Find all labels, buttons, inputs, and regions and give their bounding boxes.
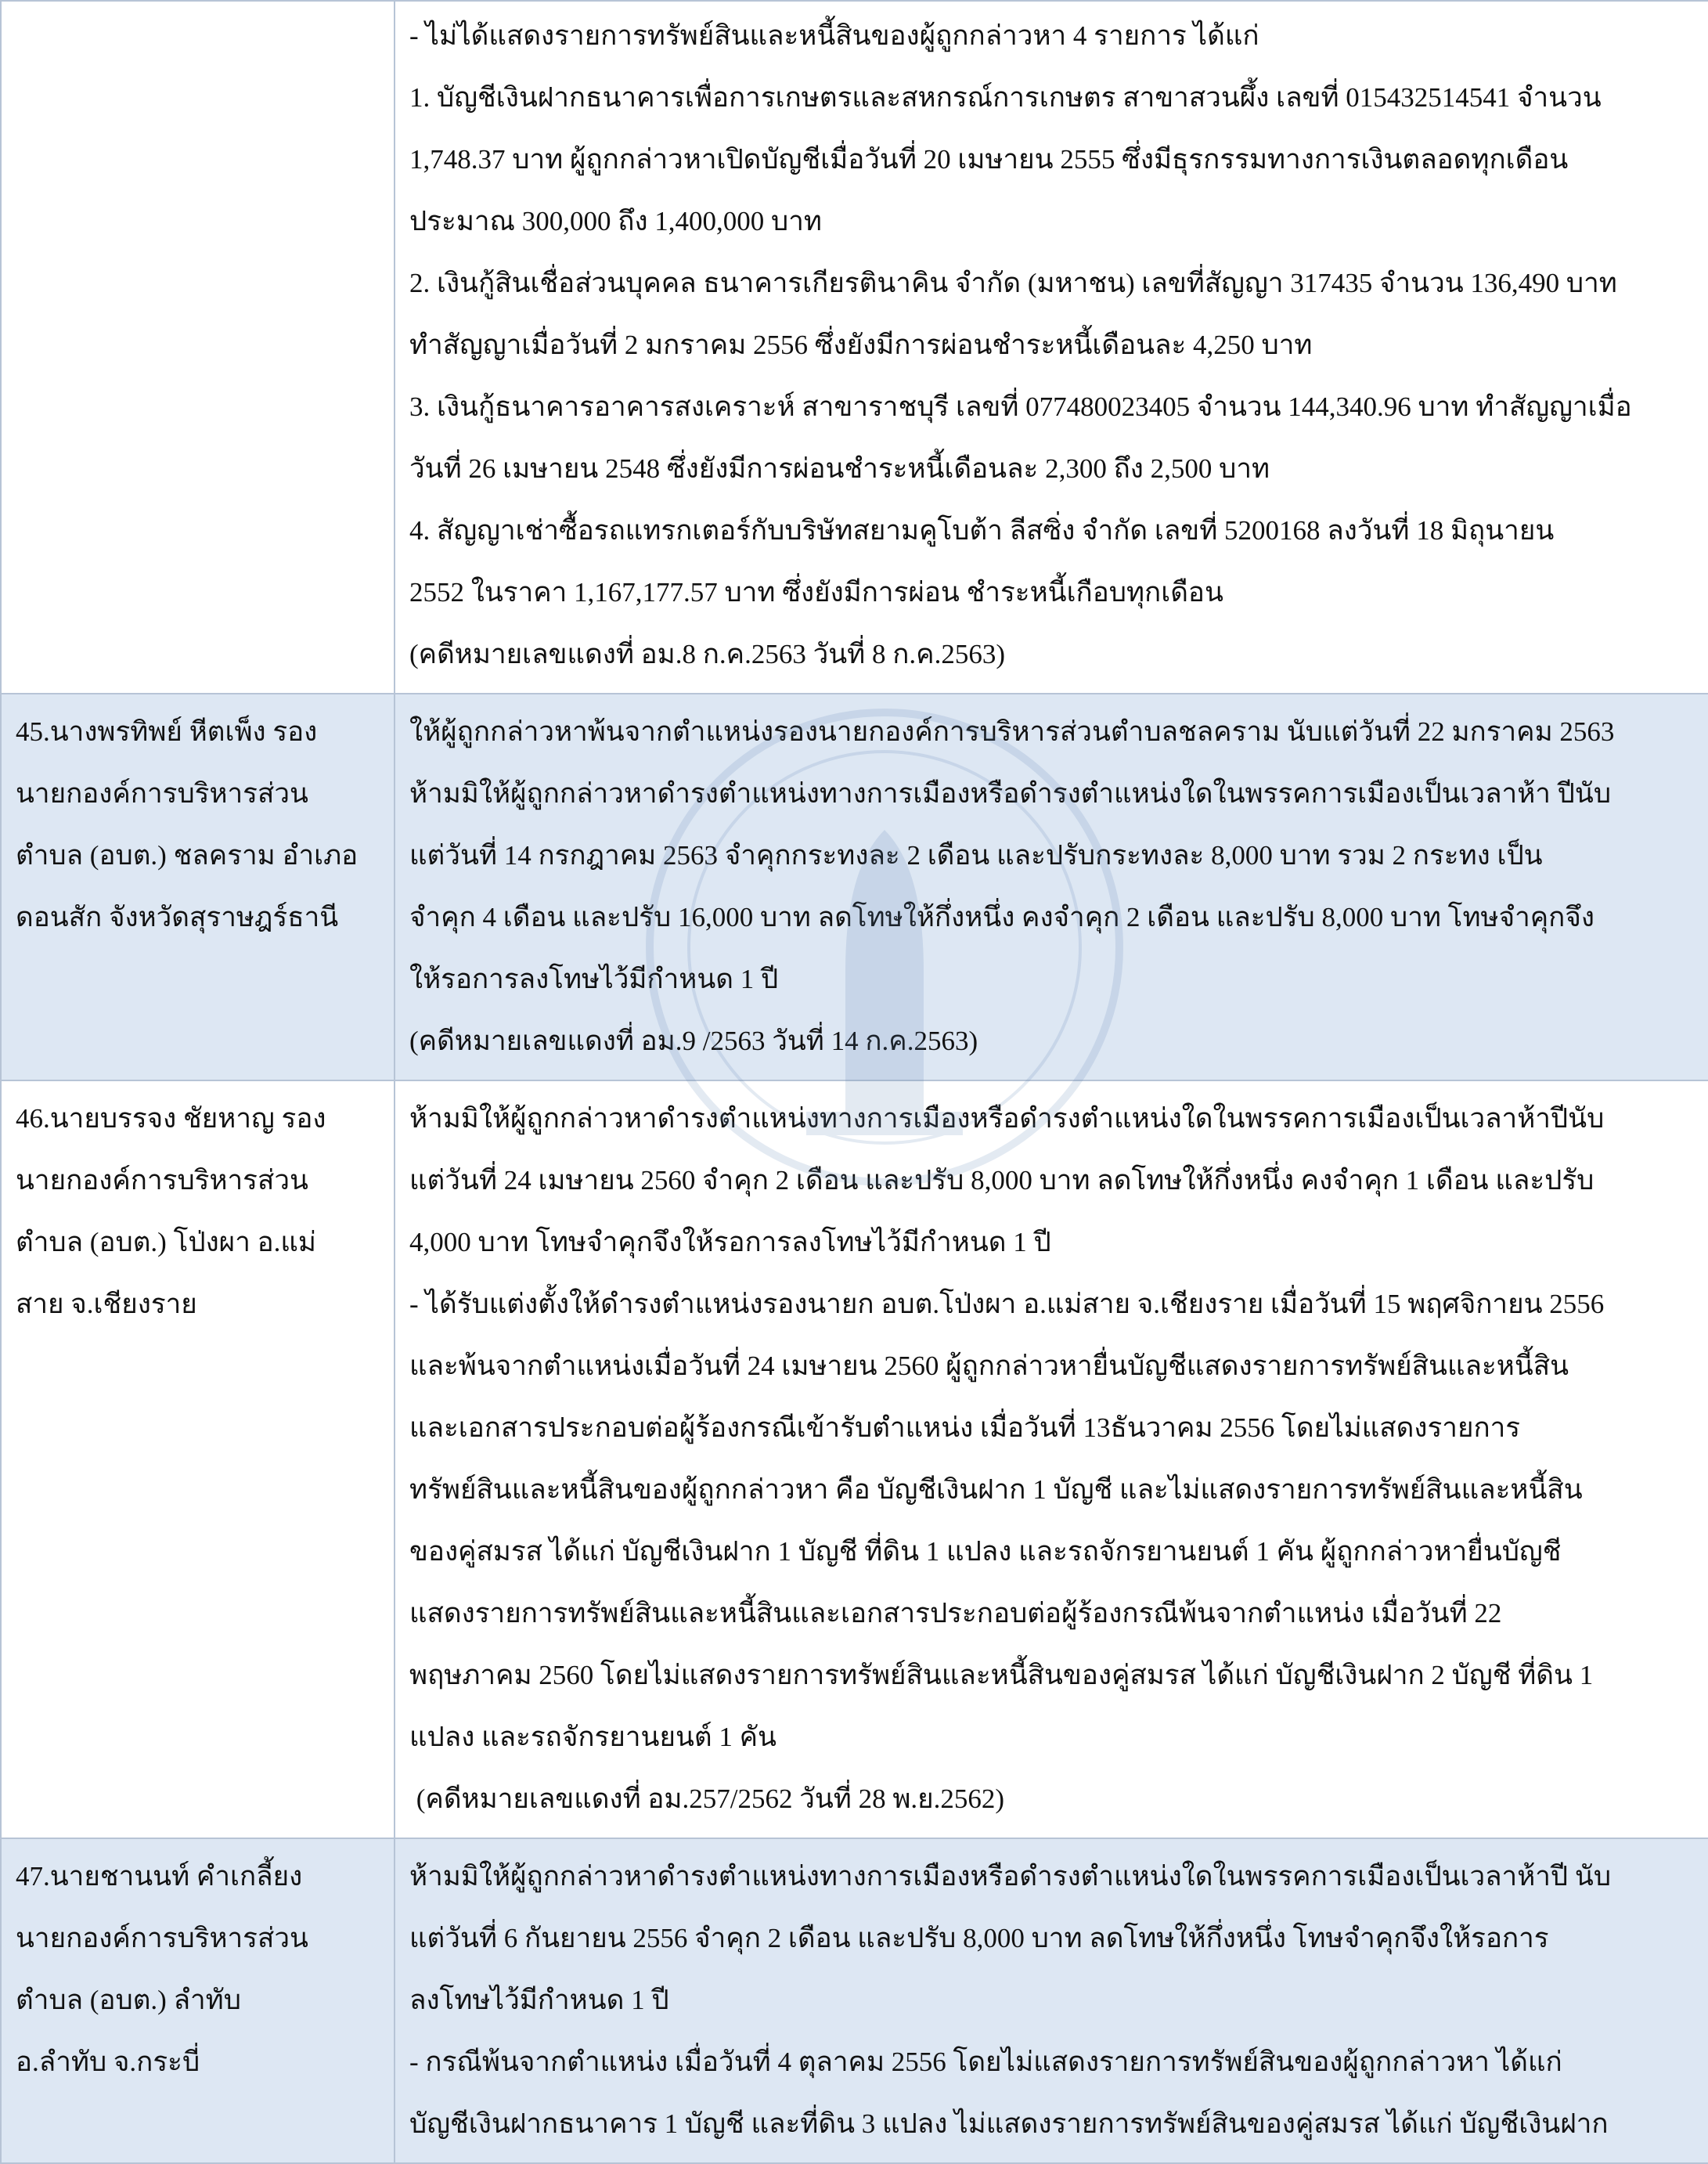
detail-cell <box>395 694 1708 1080</box>
detail-line: บัญชีเงินฝากธนาคาร 1 บัญชี และที่ดิน 3 แปลง ไม่แสดงรายการทรัพย์สินของคู่สมรส ได้แก่ บัญชีเงินฝาก <box>409 2108 1609 2139</box>
detail-cell <box>395 1838 1708 2163</box>
detail-line: จำคุก 4 เดือน และปรับ 16,000 บาท ลดโทษให้กึ่งหนึ่ง คงจำคุก 2 เดือน และปรับ 8,000 บาท โทษจำคุกจึง <box>409 902 1594 932</box>
accused-line: 47.นายชานนท์ คำเกลี้ยง <box>16 1861 303 1892</box>
detail-line: แสดงรายการทรัพย์สินและหนี้สินและเอกสารประกอบต่อผู้ร้องกรณีพ้นจากตำแหน่ง เมื่อวันที่ 22 <box>409 1598 1502 1628</box>
detail-line: ทรัพย์สินและหนี้สินของผู้ถูกกล่าวหา คือ บัญชีเงินฝาก 1 บัญชี และไม่แสดงรายการทรัพย์สินและหนี้สิน <box>409 1474 1583 1505</box>
detail-line: วันที่ 26 เมษายน 2548 ซึ่งยังมีการผ่อนชำระหนี้เดือนละ 2,300 ถึง 2,500 บาท <box>409 453 1270 484</box>
case-row <box>1 1 1708 694</box>
detail-line: ให้ผู้ถูกกล่าวหาพ้นจากตำแหน่งรองนายกองค์การบริหารส่วนตำบลชลคราม นับแต่วันที่ 22 มกราคม 2563 <box>409 716 1615 747</box>
detail-line: - ไม่ได้แสดงรายการทรัพย์สินและหนี้สินของผู้ถูกกล่าวหา 4 รายการ ได้แก่ <box>409 20 1259 51</box>
detail-cell <box>395 1080 1708 1838</box>
accused-line: ดอนสัก จังหวัดสุราษฎร์ธานี <box>16 902 339 932</box>
accused-line: 46.นายบรรจง ชัยหาญ รอง <box>16 1103 326 1134</box>
case-row <box>1 694 1708 1080</box>
detail-line: ประมาณ 300,000 ถึง 1,400,000 บาท <box>409 206 822 236</box>
detail-line: 2552 ในราคา 1,167,177.57 บาท ซึ่งยังมีการผ่อน ชำระหนี้เกือบทุกเดือน <box>409 577 1223 608</box>
accused-line: ตำบล (อบต.) ลำทับ <box>16 1985 241 2015</box>
detail-line: และพ้นจากตำแหน่งเมื่อวันที่ 24 เมษายน 2560 ผู้ถูกกล่าวหายื่นบัญชีแสดงรายการทรัพย์สินและหนี้สิน <box>409 1351 1569 1381</box>
detail-line: ห้ามมิให้ผู้ถูกกล่าวหาดำรงตำแหน่งทางการเมืองหรือดำรงตำแหน่งใดในพรรคการเมืองเป็นเวลาห้าปี นับ <box>409 1861 1612 1892</box>
case-reference: (คดีหมายเลขแดงที่ อม.257/2562 วันที่ 28 พ.ย.2562) <box>409 1783 1005 1814</box>
detail-line: ห้ามมิให้ผู้ถูกกล่าวหาดำรงตำแหน่งทางการเมืองหรือดำรงตำแหน่งใดในพรรคการเมืองเป็นเวลาห้าปีนับ <box>409 1103 1605 1134</box>
accused-line: อ.ลำทับ จ.กระบี่ <box>16 2047 200 2077</box>
detail-line: แต่วันที่ 24 เมษายน 2560 จำคุก 2 เดือน และปรับ 8,000 บาท ลดโทษให้กึ่งหนึ่ง คงจำคุก 1 เดือน และปรับ <box>409 1165 1594 1196</box>
accused-cell <box>1 694 395 1080</box>
case-row <box>1 1080 1708 1838</box>
detail-line: ให้รอการลงโทษไว้มีกำหนด 1 ปี <box>409 964 779 994</box>
accused-line: นายกองค์การบริหารส่วน <box>16 778 308 809</box>
case-row <box>1 1838 1708 2163</box>
accused-cell <box>1 1080 395 1838</box>
detail-line: 4,000 บาท โทษจำคุกจึงให้รอการลงโทษไว้มีกำหนด 1 ปี <box>409 1227 1051 1257</box>
detail-line: ลงโทษไว้มีกำหนด 1 ปี <box>409 1985 669 2015</box>
case-reference: (คดีหมายเลขแดงที่ อม.9 /2563 วันที่ 14 ก.ค.2563) <box>409 1026 978 1056</box>
detail-line: 2. เงินกู้สินเชื่อส่วนบุคคล ธนาคารเกียรตินาคิน จำกัด (มหาชน) เลขที่สัญญา 317435 จำนวน 136,490 บาท <box>409 268 1617 298</box>
accused-line: นายกองค์การบริหารส่วน <box>16 1923 308 1953</box>
detail-line: แต่วันที่ 14 กรกฎาคม 2563 จำคุกกระทงละ 2 เดือน และปรับกระทงละ 8,000 บาท รวม 2 กระทง เป็น <box>409 840 1543 871</box>
accused-line: นายกองค์การบริหารส่วน <box>16 1165 308 1196</box>
detail-cell <box>395 1 1708 694</box>
detail-line: 4. สัญญาเช่าซื้อรถแทรกเตอร์กับบริษัทสยามคูโบต้า ลีสซิ่ง จำกัด เลขที่ 5200168 ลงวันที่ 18 มิถุนายน <box>409 515 1555 546</box>
accused-cell <box>1 1838 395 2163</box>
detail-line: แปลง และรถจักรยานยนต์ 1 คัน <box>409 1722 777 1752</box>
detail-line: 1,748.37 บาท ผู้ถูกกล่าวหาเปิดบัญชีเมื่อวันที่ 20 เมษายน 2555 ซึ่งมีธุรกรรมทางการเงินตลอดทุกเดือน <box>409 144 1569 175</box>
detail-line: และเอกสารประกอบต่อผู้ร้องกรณีเข้ารับตำแหน่ง เมื่อวันที่ 13ธันวาคม 2556 โดยไม่แสดงรายการ <box>409 1412 1521 1443</box>
detail-line: ของคู่สมรส ได้แก่ บัญชีเงินฝาก 1 บัญชี ที่ดิน 1 แปลง และรถจักรยานยนต์ 1 คัน ผู้ถูกกล่าวหายื่นบัญชี <box>409 1536 1562 1567</box>
detail-line: พฤษภาคม 2560 โดยไม่แสดงรายการทรัพย์สินและหนี้สินของคู่สมรส ได้แก่ บัญชีเงินฝาก 2 บัญชี ที่ดิน 1 <box>409 1660 1594 1690</box>
detail-line: 1. บัญชีเงินฝากธนาคารเพื่อการเกษตรและสหกรณ์การเกษตร สาขาสวนผึ้ง เลขที่ 015432514541 จำนวน <box>409 82 1602 113</box>
case-reference: (คดีหมายเลขแดงที่ อม.8 ก.ค.2563 วันที่ 8 ก.ค.2563) <box>409 639 1005 669</box>
accused-line: 45.นางพรทิพย์ หีตเพ็ง รอง <box>16 716 318 747</box>
accused-line: สาย จ.เชียงราย <box>16 1289 197 1319</box>
accused-cell <box>1 1 395 694</box>
detail-line: 3. เงินกู้ธนาคารอาคารสงเคราะห์ สาขาราชบุรี เลขที่ 077480023405 จำนวน 144,340.96 บาท ทำสัญญาเมื่อ <box>409 391 1632 422</box>
accused-line: ตำบล (อบต.) โป่งผา อ.แม่ <box>16 1227 316 1257</box>
detail-line: - ได้รับแต่งตั้งให้ดำรงตำแหน่งรองนายก อบต.โป่งผา อ.แม่สาย จ.เชียงราย เมื่อวันที่ 15 พฤศจิกายน 2556 <box>409 1289 1605 1319</box>
detail-line: แต่วันที่ 6 กันยายน 2556 จำคุก 2 เดือน และปรับ 8,000 บาท ลดโทษให้กึ่งหนึ่ง โทษจำคุกจึงให้รอการ <box>409 1923 1549 1953</box>
accused-line: ตำบล (อบต.) ชลคราม อำเภอ <box>16 840 359 871</box>
detail-line: - กรณีพ้นจากตำแหน่ง เมื่อวันที่ 4 ตุลาคม 2556 โดยไม่แสดงรายการทรัพย์สินของผู้ถูกกล่าวหา ได้แก่ <box>409 2047 1562 2077</box>
detail-line: ทำสัญญาเมื่อวันที่ 2 มกราคม 2556 ซึ่งยังมีการผ่อนชำระหนี้เดือนละ 4,250 บาท <box>409 330 1313 360</box>
detail-line: ห้ามมิให้ผู้ถูกกล่าวหาดำรงตำแหน่งทางการเมืองหรือดำรงตำแหน่งใดในพรรคการเมืองเป็นเวลาห้า ปีนับ <box>409 778 1612 809</box>
